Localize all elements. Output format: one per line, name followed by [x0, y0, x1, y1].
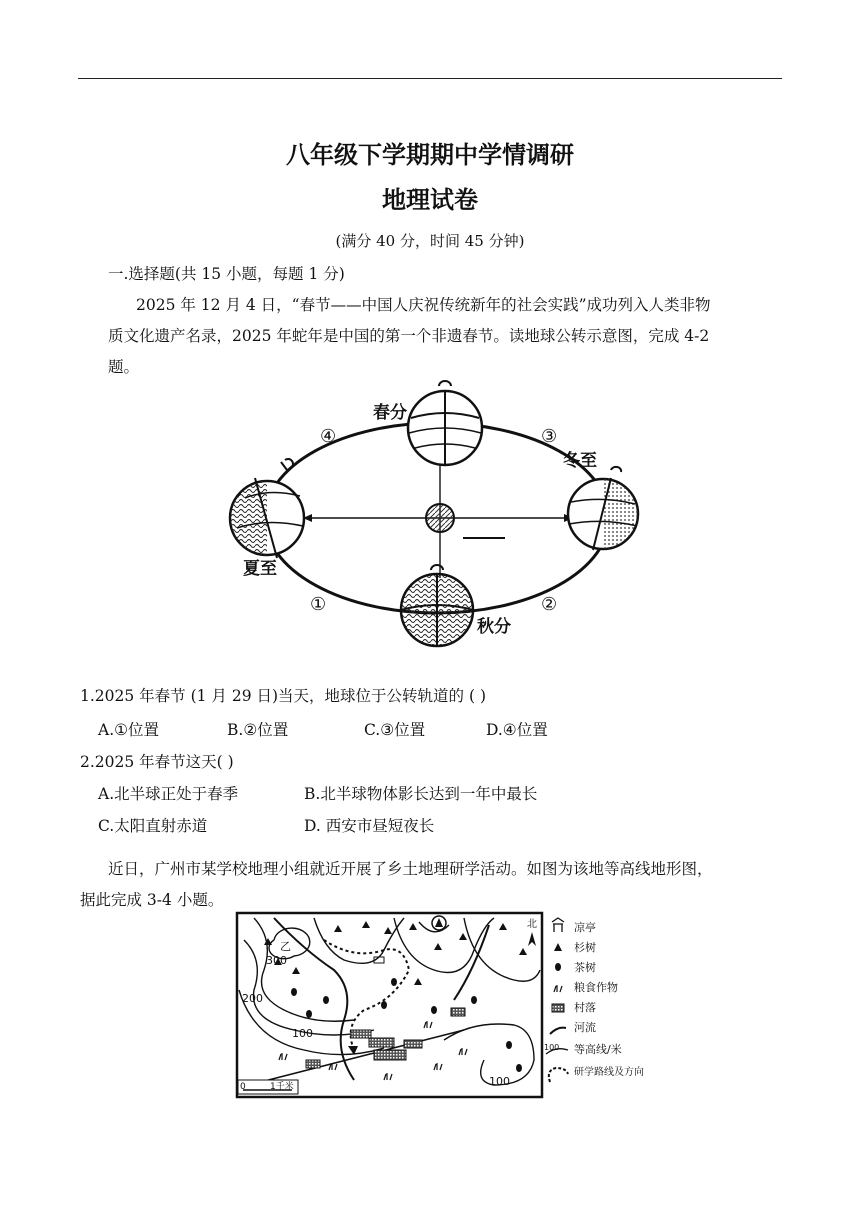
map-legend [544, 918, 644, 1082]
village-icon [552, 1004, 564, 1012]
river-icon [550, 1028, 566, 1034]
q2-option-b: B.北半球物体影长达到一年中最长 [304, 785, 538, 803]
legend-route: 研学路线及方向 [574, 1067, 644, 1078]
legend-crops: 粮食作物 [574, 981, 618, 994]
contour-label-100b: 100 [489, 1075, 510, 1088]
earth-spring-equinox [408, 381, 482, 465]
q1-option-d: D.④位置 [486, 721, 548, 739]
passage-2-line-2: 据此完成 3-4 小题。 [80, 891, 224, 909]
legend-pavilion: 凉亭 [574, 921, 596, 934]
exam-title: 八年级下学期期中学情调研 [286, 141, 574, 169]
passage-1-line-2: 质文化遗产名录，2025 年蛇年是中国的第一个非遗春节。读地球公转示意图，完成 4-2 [108, 327, 710, 345]
earth-autumn-equinox [401, 565, 473, 646]
q2-option-d: D. 西安市昼短夜长 [304, 817, 435, 835]
contour-label-300: 300 [266, 954, 287, 967]
contour-map [234, 910, 644, 1105]
label-winter: 冬至 [563, 451, 597, 471]
q2-option-c: C.太阳直射赤道 [98, 817, 208, 835]
north-label: 北 [527, 919, 537, 930]
position-3: ③ [541, 426, 558, 447]
earth-summer-solstice [230, 459, 304, 558]
passage-1 [108, 290, 784, 383]
q2-option-a: A.北半球正处于春季 [98, 785, 239, 803]
q1-stem: 1.2025 年春节 (1 月 29 日)当天，地球位于公转轨道的 ( ) [80, 687, 486, 705]
legend-contour-value: 100 [544, 1043, 560, 1052]
earth-winter-solstice [568, 467, 638, 550]
legend-fir: 杉树 [574, 941, 596, 954]
contour-label-100a: 100 [292, 1027, 313, 1040]
passage-2-line-1: 近日，广州市某学校地理小组就近开展了乡土地理研学活动。如图为该地等高线地形图， [108, 860, 713, 878]
scale-unit: 1千米 [270, 1082, 294, 1092]
passage-1-line-3: 题。 [108, 358, 140, 376]
legend-river: 河流 [574, 1021, 596, 1034]
label-summer: 夏至 [243, 559, 277, 579]
position-2: ② [541, 594, 558, 615]
scale-zero: 0 [240, 1082, 246, 1092]
exam-meta: (满分 40 分，时间 45 分钟) [335, 232, 525, 250]
contour-label-200: 200 [242, 992, 263, 1005]
section-heading: 一.选择题(共 15 小题，每题 1 分) [108, 265, 345, 283]
exam-subject: 地理试卷 [382, 186, 478, 214]
tea-tree-icon [555, 963, 561, 971]
route-icon [549, 1068, 568, 1082]
earth-orbit-diagram [215, 378, 655, 653]
pavilion-icon [552, 918, 564, 932]
label-autumn: 秋分 [477, 617, 511, 637]
crop-icon [554, 985, 562, 992]
peak-label: 乙 [280, 940, 291, 953]
passage-2 [80, 854, 784, 916]
label-spring: 春分 [373, 403, 407, 423]
q2-stem: 2.2025 年春节这天( ) [80, 753, 234, 771]
legend-contour: 等高线/米 [574, 1043, 622, 1056]
legend-village: 村落 [574, 1001, 596, 1014]
top-rule [78, 78, 782, 79]
q1-option-b: B.②位置 [227, 721, 289, 739]
sun-icon [426, 504, 454, 532]
position-4: ④ [320, 426, 337, 447]
legend-tea: 茶树 [574, 961, 596, 974]
passage-1-line-1: 2025 年 12 月 4 日，“春节——中国人庆祝传统新年的社会实践”成功列入人类非物 [136, 296, 711, 314]
fir-tree-icon [554, 943, 562, 951]
q1-option-a: A.①位置 [98, 721, 160, 739]
q1-option-c: C.③位置 [364, 721, 426, 739]
position-1: ① [310, 594, 327, 615]
